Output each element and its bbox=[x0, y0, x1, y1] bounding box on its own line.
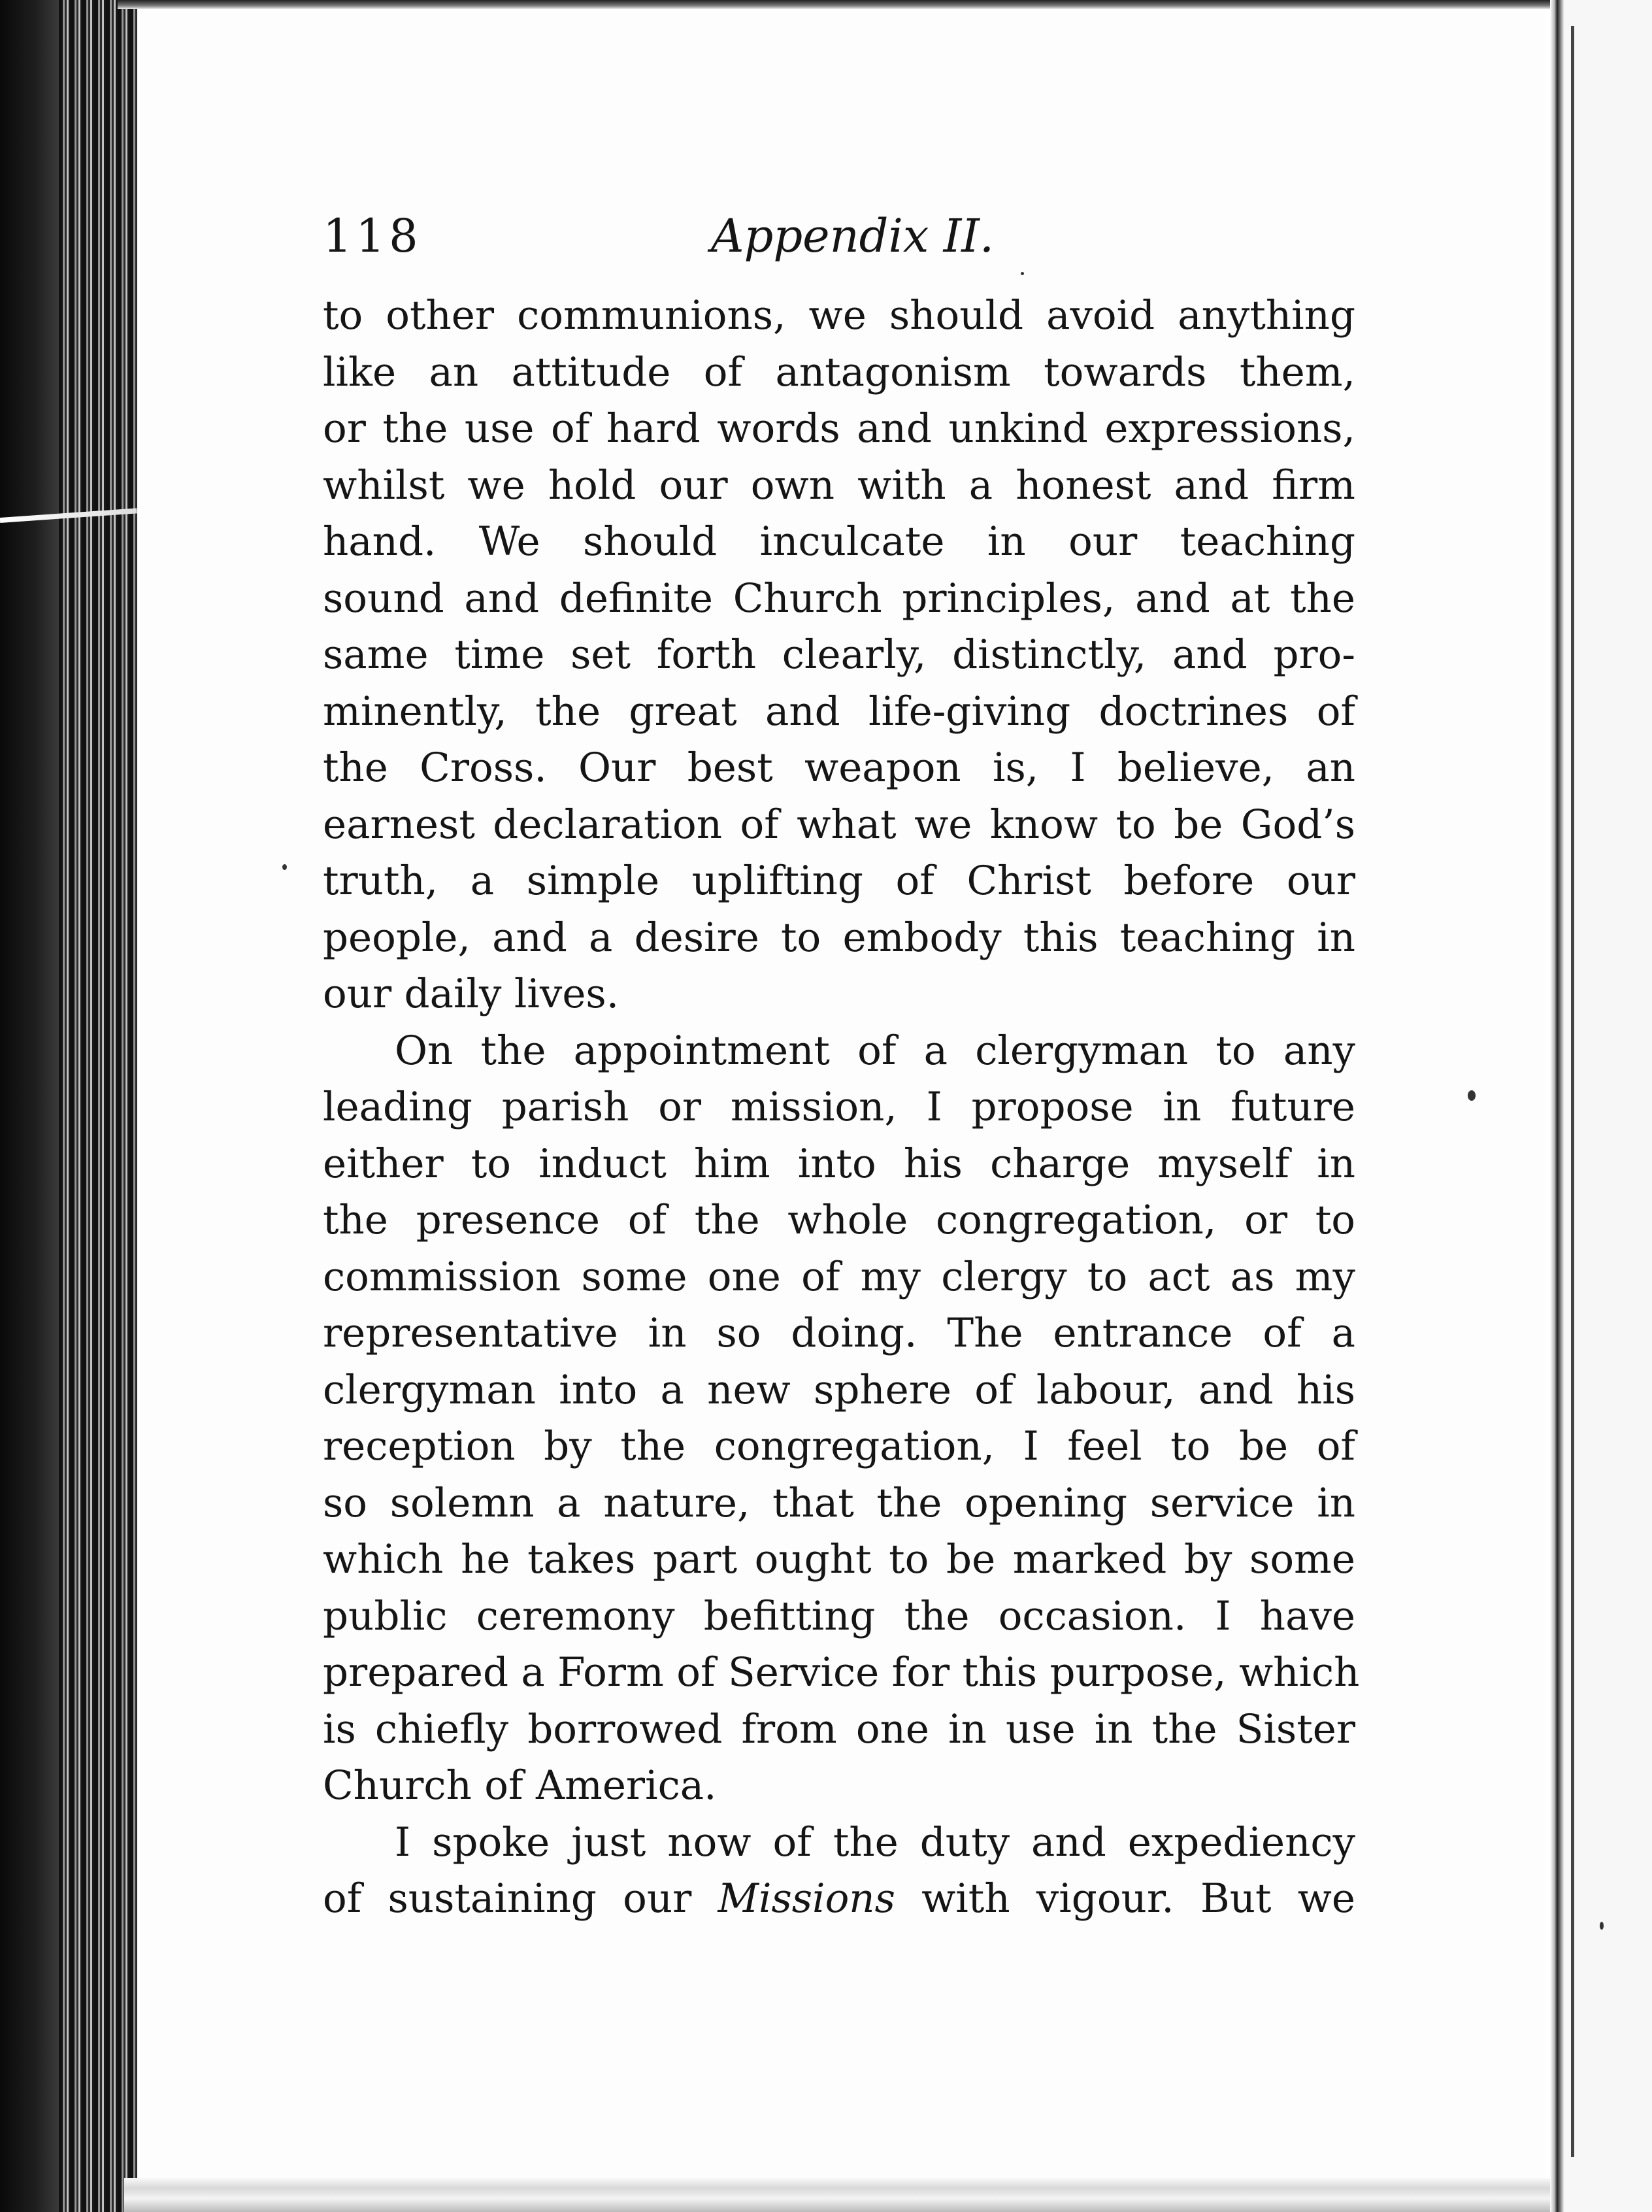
page-number: 118 bbox=[323, 209, 422, 263]
text-line: reception by the congregation, I feel to be of bbox=[323, 1423, 1355, 1469]
text-line: same time set forth clearly, distinctly, and pro- bbox=[323, 631, 1355, 678]
text-line: either to induct him into his charge myself in bbox=[323, 1140, 1355, 1187]
dust-speck bbox=[1600, 1922, 1604, 1930]
text-line bbox=[323, 1871, 1355, 1928]
dust-speck bbox=[282, 864, 287, 870]
facing-page bbox=[1564, 0, 1652, 2212]
text-line: earnest declaration of what we know to be God’s bbox=[323, 801, 1355, 848]
text-line: prepared a Form of Service for this purpose, which bbox=[323, 1649, 1360, 1696]
paragraph bbox=[323, 1023, 1360, 1815]
book-spine-shadow bbox=[0, 0, 59, 2212]
text-line: the presence of the whole congregation, or to bbox=[323, 1197, 1355, 1243]
text-line: commission some one of my clergy to act as my bbox=[323, 1253, 1355, 1300]
text-line: so solemn a nature, that the opening service in bbox=[323, 1479, 1355, 1526]
page-text bbox=[323, 209, 1360, 1928]
text-line: I spoke just now of the duty and expediency bbox=[395, 1818, 1355, 1866]
text-line: like an attitude of antagonism towards them, bbox=[323, 348, 1355, 395]
text-line: On the appointment of a clergyman to any bbox=[395, 1027, 1355, 1074]
text-line: Church of America. bbox=[323, 1762, 717, 1809]
text-line: which he takes part ought to be marked by some bbox=[323, 1536, 1355, 1583]
bottom-page-edge bbox=[124, 2178, 1562, 2212]
text-line: or the use of hard words and unkind expressions, bbox=[323, 405, 1355, 452]
text-line: clergyman into a new sphere of labour, and his bbox=[323, 1366, 1355, 1413]
text-line: whilst we hold our own with a honest and firm bbox=[323, 461, 1355, 509]
text-line: sound and definite Church principles, and at the bbox=[323, 575, 1355, 622]
running-title: Appendix II. bbox=[711, 209, 995, 263]
emphasized-word: Missions bbox=[718, 1875, 895, 1922]
text-line: the Cross. Our best weapon is, I believe, an bbox=[323, 745, 1355, 791]
text-line: our daily lives. bbox=[323, 971, 620, 1017]
text-line: leading parish or mission, I propose in future bbox=[323, 1084, 1355, 1130]
facing-page-edge-line bbox=[1571, 26, 1574, 2157]
line-text: with vigour. But we bbox=[895, 1875, 1356, 1922]
running-header bbox=[323, 209, 1355, 288]
text-line: representative in so doing. The entrance of a bbox=[323, 1310, 1355, 1356]
text-line: public ceremony befitting the occasion. I have bbox=[323, 1592, 1355, 1639]
text-line: truth, a simple uplifting of Christ before our bbox=[323, 858, 1355, 904]
paragraph bbox=[323, 1815, 1355, 1928]
line-text: of sustaining our bbox=[323, 1875, 718, 1922]
top-page-edge bbox=[118, 0, 1652, 9]
paragraph bbox=[323, 288, 1355, 1023]
text-line: minently, the great and life-giving doctrines of bbox=[323, 688, 1355, 735]
book-gutter bbox=[1550, 0, 1564, 2212]
dust-speck bbox=[1468, 1090, 1476, 1101]
text-line: to other communions, we should avoid anything bbox=[323, 292, 1355, 339]
text-line: hand. We should inculcate in our teaching bbox=[323, 518, 1355, 565]
text-line: people, and a desire to embody this teaching in bbox=[323, 914, 1355, 961]
text-line: is chiefly borrowed from one in use in the Sister bbox=[323, 1705, 1355, 1752]
